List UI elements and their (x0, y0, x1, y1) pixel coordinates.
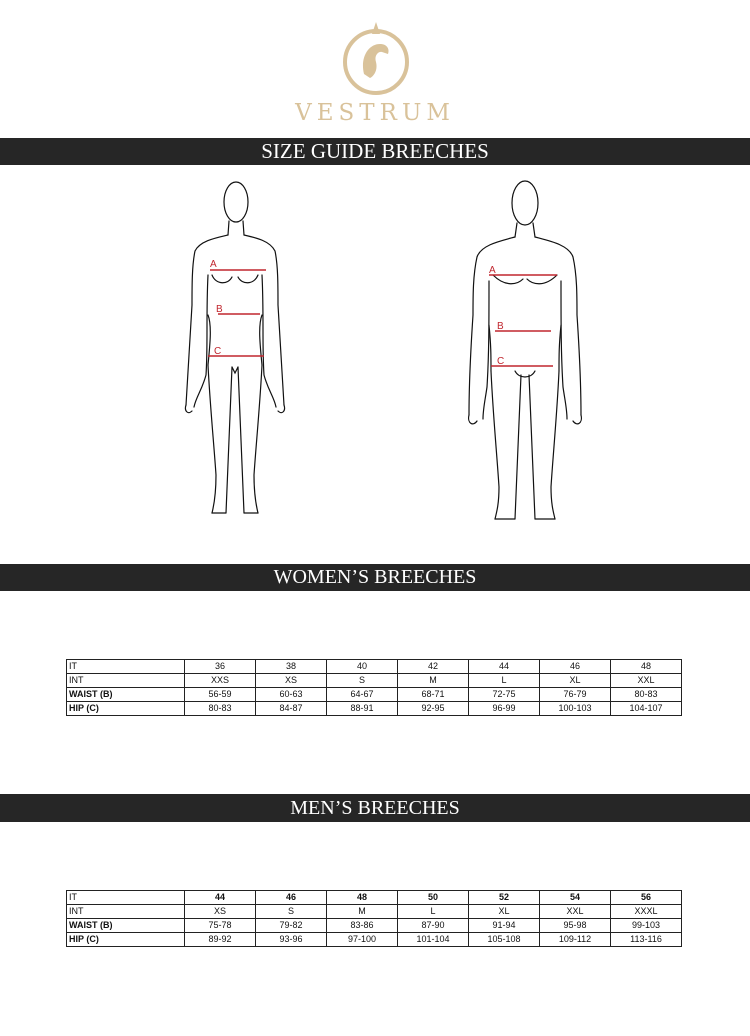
table-cell: 79-82 (256, 919, 327, 933)
table-cell: 40 (327, 660, 398, 674)
table-cell: S (256, 905, 327, 919)
table-cell: XL (540, 674, 611, 688)
table-cell: 80-83 (185, 702, 256, 716)
table-row (67, 702, 682, 716)
table-cell: M (398, 674, 469, 688)
table-cell: 104-107 (611, 702, 682, 716)
table-cell: XS (185, 905, 256, 919)
table-cell: XXL (540, 905, 611, 919)
table-cell: 46 (540, 660, 611, 674)
table-cell: 97-100 (327, 933, 398, 947)
table-cell: 52 (469, 891, 540, 905)
row-label: HIP (C) (67, 702, 185, 716)
table-cell: M (327, 905, 398, 919)
table-cell: 80-83 (611, 688, 682, 702)
table-cell: 38 (256, 660, 327, 674)
row-label: WAIST (B) (67, 919, 185, 933)
women-label-b: B (216, 304, 223, 315)
table-cell: 84-87 (256, 702, 327, 716)
men-section-band (0, 794, 750, 822)
table-cell: XXXL (611, 905, 682, 919)
table-cell: 56 (611, 891, 682, 905)
table-cell: 105-108 (469, 933, 540, 947)
row-label: HIP (C) (67, 933, 185, 947)
women-label-a: A (210, 259, 217, 270)
table-cell: 93-96 (256, 933, 327, 947)
table-cell: 48 (327, 891, 398, 905)
row-label: INT (67, 905, 185, 919)
women-section-band (0, 564, 750, 591)
brand-name: VESTRUM (295, 100, 455, 126)
men-label-c: C (497, 356, 505, 367)
table-row (67, 905, 682, 919)
table-cell: 76-79 (540, 688, 611, 702)
table-cell: 95-98 (540, 919, 611, 933)
horse-logo-icon (340, 18, 412, 96)
table-cell: 75-78 (185, 919, 256, 933)
brand-logo (0, 0, 750, 135)
table-cell: 42 (398, 660, 469, 674)
table-cell: 100-103 (540, 702, 611, 716)
men-size-table (66, 890, 682, 947)
table-cell: 89-92 (185, 933, 256, 947)
page-title: SIZE GUIDE BREECHES (261, 139, 489, 163)
table-cell: 36 (185, 660, 256, 674)
table-cell: XXS (185, 674, 256, 688)
table-cell: 92-95 (398, 702, 469, 716)
row-label: IT (67, 891, 185, 905)
row-label: IT (67, 660, 185, 674)
table-cell: 72-75 (469, 688, 540, 702)
table-row (67, 919, 682, 933)
table-row (67, 660, 682, 674)
table-cell: 96-99 (469, 702, 540, 716)
table-cell: 87-90 (398, 919, 469, 933)
table-cell: L (398, 905, 469, 919)
table-cell: 50 (398, 891, 469, 905)
table-cell: L (469, 674, 540, 688)
women-label-c: C (214, 346, 222, 357)
table-cell: 91-94 (469, 919, 540, 933)
table-cell: 68-71 (398, 688, 469, 702)
women-body-diagram (170, 175, 300, 520)
table-cell: 109-112 (540, 933, 611, 947)
table-cell: 101-104 (398, 933, 469, 947)
men-label-b: B (497, 321, 504, 332)
page-title-band (0, 138, 750, 165)
table-row (67, 688, 682, 702)
table-cell: 44 (469, 660, 540, 674)
row-label: INT (67, 674, 185, 688)
table-row (67, 891, 682, 905)
table-cell: XL (469, 905, 540, 919)
table-row (67, 933, 682, 947)
table-cell: 60-63 (256, 688, 327, 702)
table-cell: 44 (185, 891, 256, 905)
table-cell: 113-116 (611, 933, 682, 947)
table-cell: 88-91 (327, 702, 398, 716)
table-cell: 56-59 (185, 688, 256, 702)
men-label-a: A (489, 265, 496, 276)
table-cell: 64-67 (327, 688, 398, 702)
table-cell: 46 (256, 891, 327, 905)
table-cell: 48 (611, 660, 682, 674)
table-cell: 99-103 (611, 919, 682, 933)
table-cell: XS (256, 674, 327, 688)
table-cell: 54 (540, 891, 611, 905)
women-section-title: WOMEN’S BREECHES (273, 566, 477, 588)
table-cell: 83-86 (327, 919, 398, 933)
men-body-diagram (455, 175, 595, 525)
women-size-table (66, 659, 682, 716)
table-cell: XXL (611, 674, 682, 688)
table-row (67, 674, 682, 688)
table-cell: S (327, 674, 398, 688)
row-label: WAIST (B) (67, 688, 185, 702)
men-section-title: MEN’S BREECHES (290, 797, 460, 819)
